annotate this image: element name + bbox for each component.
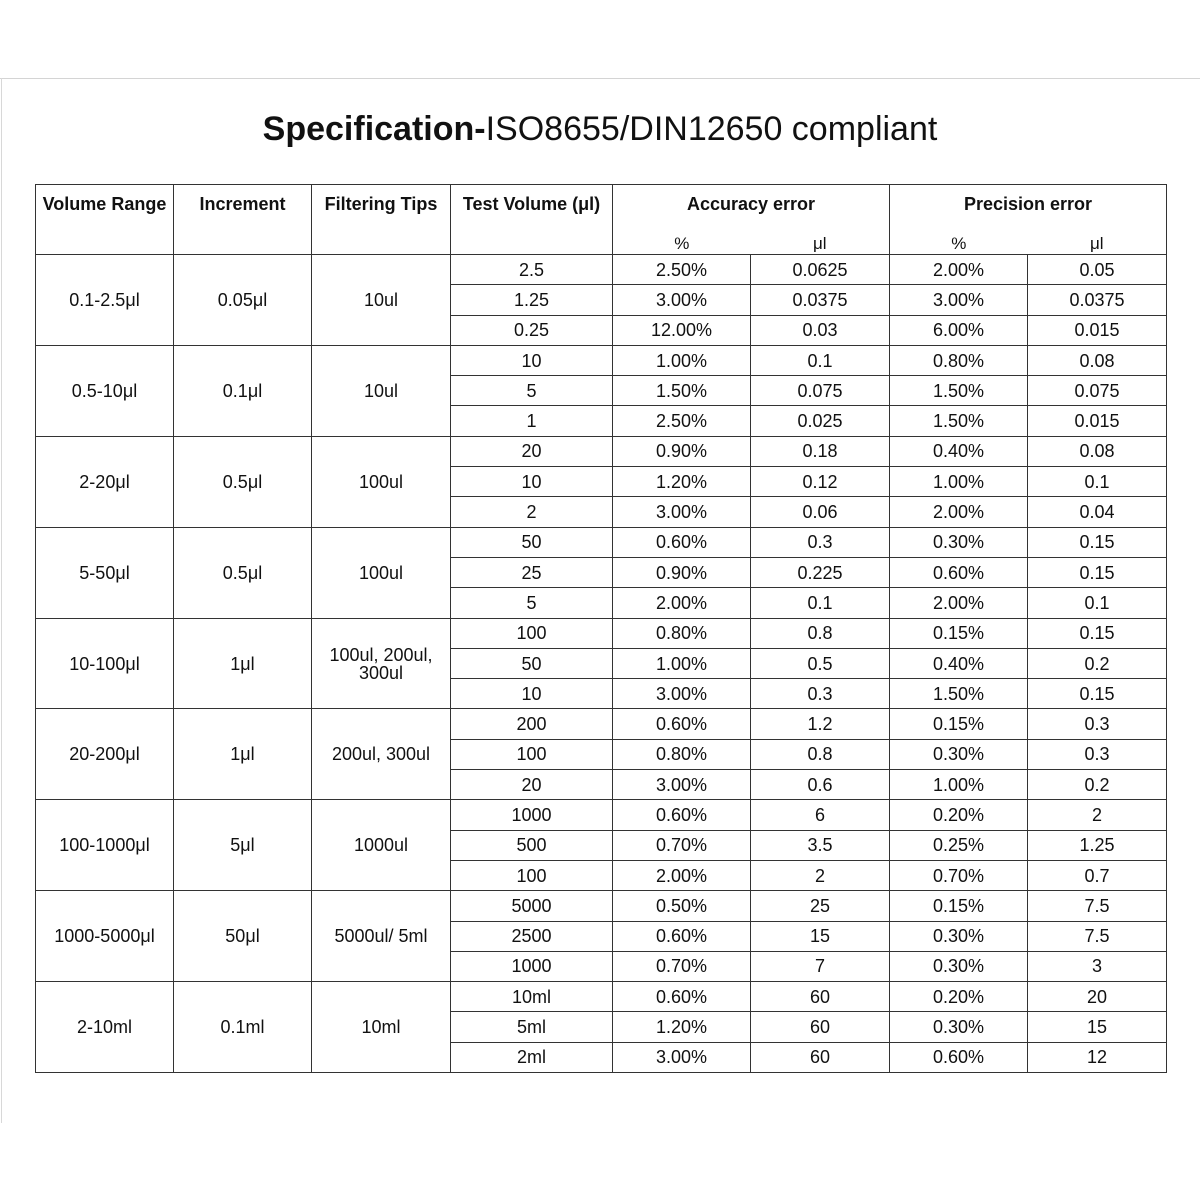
increment-cell: 0.1μl	[174, 345, 312, 436]
table-row	[36, 255, 1167, 285]
accuracy-ul-cell: 7	[751, 951, 890, 981]
accuracy-ul-cell: 0.0625	[751, 255, 890, 285]
precision-ul-cell: 2	[1028, 800, 1167, 830]
accuracy-pct-cell: 3.00%	[613, 770, 751, 800]
test-volume-cell: 1000	[451, 951, 613, 981]
precision-ul-cell: 0.3	[1028, 739, 1167, 769]
precision-pct-cell: 0.60%	[890, 557, 1028, 587]
precision-pct-cell: 0.30%	[890, 921, 1028, 951]
precision-ul-cell: 12	[1028, 1042, 1167, 1072]
increment-cell: 0.1ml	[174, 982, 312, 1073]
accuracy-ul-cell: 25	[751, 891, 890, 921]
test-volume-cell: 20	[451, 770, 613, 800]
volume-range-cell: 20-200μl	[36, 709, 174, 800]
filtering-tips-cell: 5000ul/ 5ml	[312, 891, 451, 982]
accuracy-ul-cell: 0.6	[751, 770, 890, 800]
subheader-precision-ul: μl	[1028, 234, 1167, 255]
accuracy-ul-cell: 0.06	[751, 497, 890, 527]
precision-ul-cell: 0.2	[1028, 648, 1167, 678]
accuracy-pct-cell: 0.60%	[613, 921, 751, 951]
test-volume-cell: 20	[451, 436, 613, 466]
precision-pct-cell: 1.50%	[890, 679, 1028, 709]
precision-pct-cell: 3.00%	[890, 285, 1028, 315]
table-row	[36, 436, 1167, 466]
accuracy-pct-cell: 0.70%	[613, 951, 751, 981]
accuracy-pct-cell: 0.70%	[613, 830, 751, 860]
precision-ul-cell: 0.15	[1028, 527, 1167, 557]
accuracy-ul-cell: 0.8	[751, 739, 890, 769]
accuracy-ul-cell: 0.8	[751, 618, 890, 648]
test-volume-cell: 5000	[451, 891, 613, 921]
accuracy-ul-cell: 3.5	[751, 830, 890, 860]
precision-pct-cell: 0.30%	[890, 739, 1028, 769]
increment-cell: 1μl	[174, 618, 312, 709]
test-volume-cell: 1	[451, 406, 613, 436]
precision-ul-cell: 0.05	[1028, 255, 1167, 285]
table-row	[36, 800, 1167, 830]
table-row	[36, 709, 1167, 739]
filtering-tips-cell: 100ul, 200ul, 300ul	[312, 618, 451, 709]
accuracy-ul-cell: 0.3	[751, 527, 890, 557]
precision-ul-cell: 0.7	[1028, 860, 1167, 890]
subheader-precision-pct: %	[890, 234, 1028, 255]
precision-ul-cell: 0.04	[1028, 497, 1167, 527]
accuracy-pct-cell: 3.00%	[613, 1042, 751, 1072]
left-divider	[1, 78, 2, 1123]
header-filtering-tips: Filtering Tips	[312, 185, 451, 255]
precision-pct-cell: 0.70%	[890, 860, 1028, 890]
header-volume-range: Volume Range	[36, 185, 174, 255]
increment-cell: 0.05μl	[174, 255, 312, 346]
volume-range-cell: 1000-5000μl	[36, 891, 174, 982]
test-volume-cell: 5	[451, 376, 613, 406]
table-row	[36, 982, 1167, 1012]
subheader-accuracy-ul: μl	[751, 234, 890, 255]
page-title	[0, 110, 1200, 149]
precision-ul-cell: 7.5	[1028, 891, 1167, 921]
accuracy-pct-cell: 0.90%	[613, 436, 751, 466]
filtering-tips-cell: 100ul	[312, 436, 451, 527]
test-volume-cell: 10	[451, 345, 613, 375]
test-volume-cell: 0.25	[451, 315, 613, 345]
accuracy-pct-cell: 2.00%	[613, 588, 751, 618]
test-volume-cell: 10ml	[451, 982, 613, 1012]
accuracy-pct-cell: 0.60%	[613, 982, 751, 1012]
accuracy-pct-cell: 12.00%	[613, 315, 751, 345]
accuracy-pct-cell: 1.50%	[613, 376, 751, 406]
test-volume-cell: 100	[451, 618, 613, 648]
test-volume-cell: 10	[451, 467, 613, 497]
accuracy-pct-cell: 1.20%	[613, 467, 751, 497]
accuracy-ul-cell: 0.0375	[751, 285, 890, 315]
volume-range-cell: 10-100μl	[36, 618, 174, 709]
volume-range-cell: 2-10ml	[36, 982, 174, 1073]
precision-ul-cell: 7.5	[1028, 921, 1167, 951]
test-volume-cell: 200	[451, 709, 613, 739]
precision-ul-cell: 0.015	[1028, 406, 1167, 436]
accuracy-ul-cell: 0.075	[751, 376, 890, 406]
filtering-tips-cell: 10ul	[312, 255, 451, 346]
header-increment: Increment	[174, 185, 312, 255]
precision-pct-cell: 0.20%	[890, 800, 1028, 830]
accuracy-ul-cell: 0.225	[751, 557, 890, 587]
accuracy-ul-cell: 60	[751, 982, 890, 1012]
accuracy-pct-cell: 0.50%	[613, 891, 751, 921]
precision-pct-cell: 6.00%	[890, 315, 1028, 345]
specification-table	[35, 184, 1167, 1073]
accuracy-pct-cell: 1.20%	[613, 1012, 751, 1042]
precision-pct-cell: 0.25%	[890, 830, 1028, 860]
accuracy-ul-cell: 0.025	[751, 406, 890, 436]
accuracy-ul-cell: 6	[751, 800, 890, 830]
test-volume-cell: 1.25	[451, 285, 613, 315]
precision-pct-cell: 2.00%	[890, 588, 1028, 618]
precision-ul-cell: 0.15	[1028, 557, 1167, 587]
accuracy-pct-cell: 0.60%	[613, 800, 751, 830]
precision-ul-cell: 0.3	[1028, 709, 1167, 739]
precision-ul-cell: 0.15	[1028, 618, 1167, 648]
precision-pct-cell: 0.60%	[890, 1042, 1028, 1072]
increment-cell: 1μl	[174, 709, 312, 800]
table-row	[36, 527, 1167, 557]
precision-ul-cell: 15	[1028, 1012, 1167, 1042]
precision-pct-cell: 0.30%	[890, 951, 1028, 981]
precision-ul-cell: 0.2	[1028, 770, 1167, 800]
precision-ul-cell: 0.0375	[1028, 285, 1167, 315]
filtering-tips-cell: 200ul, 300ul	[312, 709, 451, 800]
test-volume-cell: 100	[451, 860, 613, 890]
precision-pct-cell: 0.15%	[890, 891, 1028, 921]
accuracy-pct-cell: 0.60%	[613, 709, 751, 739]
table-row	[36, 891, 1167, 921]
accuracy-pct-cell: 2.50%	[613, 255, 751, 285]
precision-pct-cell: 0.80%	[890, 345, 1028, 375]
filtering-tips-cell: 1000ul	[312, 800, 451, 891]
test-volume-cell: 5	[451, 588, 613, 618]
accuracy-pct-cell: 1.00%	[613, 648, 751, 678]
accuracy-pct-cell: 0.60%	[613, 527, 751, 557]
accuracy-pct-cell: 3.00%	[613, 679, 751, 709]
precision-ul-cell: 0.15	[1028, 679, 1167, 709]
precision-pct-cell: 0.15%	[890, 618, 1028, 648]
table-body	[36, 255, 1167, 1073]
accuracy-ul-cell: 0.1	[751, 588, 890, 618]
accuracy-ul-cell: 15	[751, 921, 890, 951]
precision-pct-cell: 0.40%	[890, 436, 1028, 466]
precision-pct-cell: 2.00%	[890, 255, 1028, 285]
precision-ul-cell: 0.08	[1028, 345, 1167, 375]
increment-cell: 0.5μl	[174, 527, 312, 618]
accuracy-pct-cell: 2.50%	[613, 406, 751, 436]
table-row	[36, 618, 1167, 648]
test-volume-cell: 25	[451, 557, 613, 587]
precision-ul-cell: 0.015	[1028, 315, 1167, 345]
filtering-tips-cell: 10ul	[312, 345, 451, 436]
accuracy-ul-cell: 0.3	[751, 679, 890, 709]
increment-cell: 50μl	[174, 891, 312, 982]
title-rest: ISO8655/DIN12650 compliant	[485, 110, 938, 148]
accuracy-pct-cell: 1.00%	[613, 345, 751, 375]
accuracy-ul-cell: 2	[751, 860, 890, 890]
test-volume-cell: 100	[451, 739, 613, 769]
test-volume-cell: 2500	[451, 921, 613, 951]
volume-range-cell: 0.1-2.5μl	[36, 255, 174, 346]
test-volume-cell: 2	[451, 497, 613, 527]
table-row	[36, 345, 1167, 375]
precision-pct-cell: 2.00%	[890, 497, 1028, 527]
test-volume-cell: 50	[451, 648, 613, 678]
precision-ul-cell: 0.075	[1028, 376, 1167, 406]
test-volume-cell: 10	[451, 679, 613, 709]
precision-pct-cell: 1.00%	[890, 467, 1028, 497]
accuracy-pct-cell: 0.80%	[613, 739, 751, 769]
header-precision-error: Precision error	[890, 185, 1167, 235]
accuracy-ul-cell: 60	[751, 1042, 890, 1072]
test-volume-cell: 1000	[451, 800, 613, 830]
accuracy-ul-cell: 0.18	[751, 436, 890, 466]
volume-range-cell: 100-1000μl	[36, 800, 174, 891]
precision-pct-cell: 1.50%	[890, 406, 1028, 436]
header-test-volume: Test Volume (μl)	[451, 185, 613, 255]
accuracy-pct-cell: 0.80%	[613, 618, 751, 648]
filtering-tips-cell: 10ml	[312, 982, 451, 1073]
test-volume-cell: 2.5	[451, 255, 613, 285]
precision-pct-cell: 1.50%	[890, 376, 1028, 406]
top-divider	[0, 78, 1200, 79]
volume-range-cell: 0.5-10μl	[36, 345, 174, 436]
title-bold: Specification-	[262, 110, 486, 148]
volume-range-cell: 2-20μl	[36, 436, 174, 527]
increment-cell: 0.5μl	[174, 436, 312, 527]
precision-ul-cell: 0.1	[1028, 467, 1167, 497]
volume-range-cell: 5-50μl	[36, 527, 174, 618]
accuracy-ul-cell: 0.03	[751, 315, 890, 345]
header-accuracy-error: Accuracy error	[613, 185, 890, 235]
precision-pct-cell: 0.40%	[890, 648, 1028, 678]
precision-pct-cell: 0.20%	[890, 982, 1028, 1012]
accuracy-pct-cell: 0.90%	[613, 557, 751, 587]
test-volume-cell: 2ml	[451, 1042, 613, 1072]
accuracy-ul-cell: 0.1	[751, 345, 890, 375]
test-volume-cell: 50	[451, 527, 613, 557]
precision-pct-cell: 0.30%	[890, 1012, 1028, 1042]
precision-ul-cell: 0.08	[1028, 436, 1167, 466]
subheader-accuracy-pct: %	[613, 234, 751, 255]
accuracy-pct-cell: 3.00%	[613, 285, 751, 315]
accuracy-pct-cell: 3.00%	[613, 497, 751, 527]
precision-ul-cell: 0.1	[1028, 588, 1167, 618]
accuracy-ul-cell: 1.2	[751, 709, 890, 739]
filtering-tips-cell: 100ul	[312, 527, 451, 618]
accuracy-ul-cell: 0.12	[751, 467, 890, 497]
test-volume-cell: 500	[451, 830, 613, 860]
precision-pct-cell: 1.00%	[890, 770, 1028, 800]
accuracy-pct-cell: 2.00%	[613, 860, 751, 890]
precision-pct-cell: 0.30%	[890, 527, 1028, 557]
precision-pct-cell: 0.15%	[890, 709, 1028, 739]
accuracy-ul-cell: 0.5	[751, 648, 890, 678]
precision-ul-cell: 20	[1028, 982, 1167, 1012]
accuracy-ul-cell: 60	[751, 1012, 890, 1042]
test-volume-cell: 5ml	[451, 1012, 613, 1042]
precision-ul-cell: 1.25	[1028, 830, 1167, 860]
increment-cell: 5μl	[174, 800, 312, 891]
precision-ul-cell: 3	[1028, 951, 1167, 981]
